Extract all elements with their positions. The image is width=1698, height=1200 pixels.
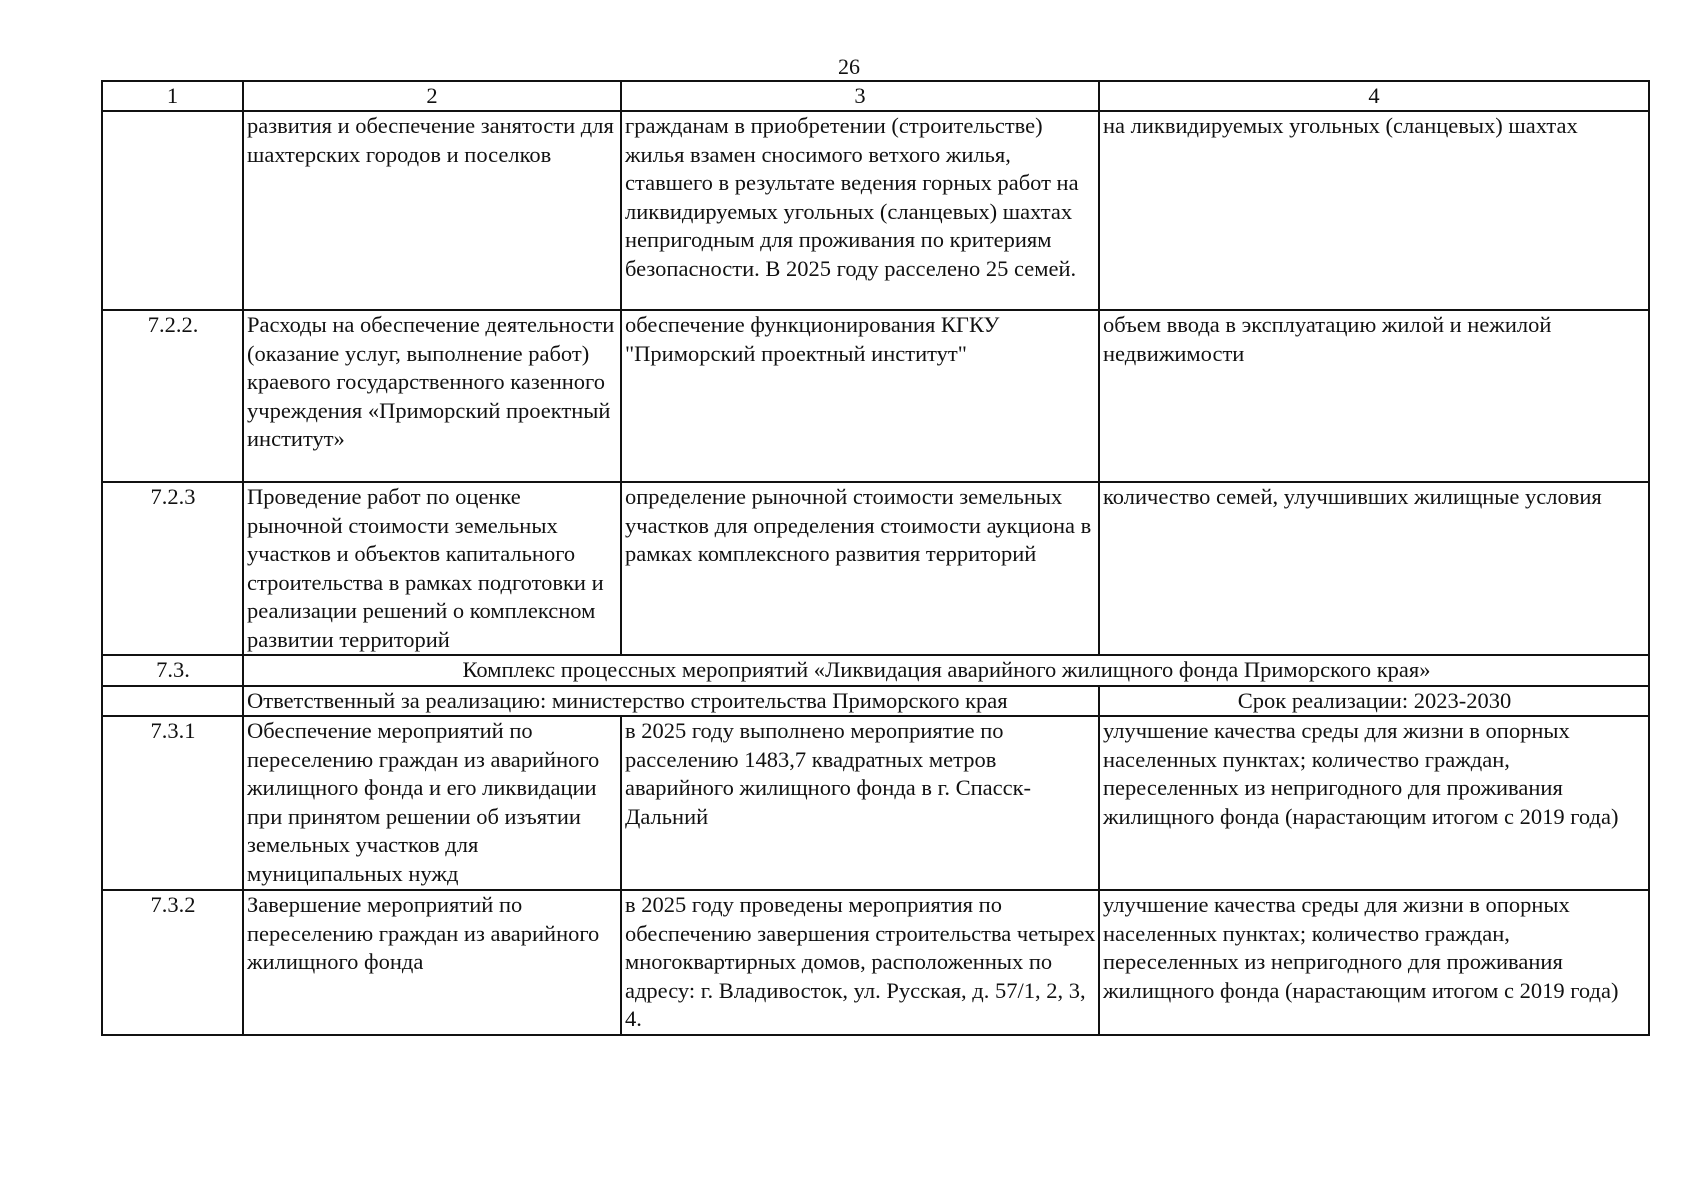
result-cell: гражданам в приобретении (строительстве) жилья взамен сносимого ветхого жилья, ставшего в результате ведения горных работ на ликвидируемых угольных (сланцевых) шахтах непригодным для проживания по критериям безопасности. В 2025 году расселено 25 семей. [621, 111, 1099, 310]
indicator-cell: на ликвидируемых угольных (сланцевых) шахтах [1099, 111, 1649, 310]
event-name-cell: Завершение мероприятий по переселению граждан из аварийного жилищного фонда [243, 890, 621, 1035]
indicator-cell: улучшение качества среды для жизни в опорных населенных пунктах; количество граждан, переселенных из непригодного для проживания жилищного фонда (нарастающим итогом с 2019 года) [1099, 890, 1649, 1035]
table-row [102, 890, 1649, 1035]
column-number-row [102, 81, 1649, 111]
row-number: 7.2.2. [102, 310, 243, 482]
result-cell: определение рыночной стоимости земельных участков для определения стоимости аукциона в рамках комплексного развития территорий [621, 482, 1099, 655]
program-table [101, 80, 1650, 1036]
indicator-cell: объем ввода в эксплуатацию жилой и нежилой недвижимости [1099, 310, 1649, 482]
section-term: Срок реализации: 2023-2030 [1099, 686, 1649, 717]
section-info-row [102, 686, 1649, 717]
page-number: 26 [838, 54, 860, 79]
section-title: Комплекс процессных мероприятий «Ликвидация аварийного жилищного фонда Приморского края» [243, 655, 1649, 686]
event-name-cell: развития и обеспечение занятости для шахтерских городов и поселков [243, 111, 621, 310]
event-name-cell: Расходы на обеспечение деятельности (оказание услуг, выполнение работ) краевого государственного казенного учреждения «Приморский проектный институт» [243, 310, 621, 482]
section-info-empty [102, 686, 243, 717]
column-header-1: 1 [102, 81, 243, 111]
row-number: 7.3.2 [102, 890, 243, 1035]
column-header-4: 4 [1099, 81, 1649, 111]
indicator-cell: количество семей, улучшивших жилищные условия [1099, 482, 1649, 655]
section-responsible: Ответственный за реализацию: министерство строительства Приморского края [243, 686, 1099, 717]
table-row [102, 310, 1649, 482]
row-number: 7.2.3 [102, 482, 243, 655]
column-header-3: 3 [621, 81, 1099, 111]
section-title-row [102, 655, 1649, 686]
row-number: 7.3.1 [102, 716, 243, 890]
result-cell: в 2025 году выполнено мероприятие по расселению 1483,7 квадратных метров аварийного жилищного фонда в г. Спасск-Дальний [621, 716, 1099, 890]
event-name-cell: Обеспечение мероприятий по переселению граждан из аварийного жилищного фонда и его ликвидации при принятом решении об изъятии земельных участков для муниципальных нужд [243, 716, 621, 890]
table-row [102, 482, 1649, 655]
column-header-2: 2 [243, 81, 621, 111]
table-row [102, 716, 1649, 890]
result-cell: обеспечение функционирования КГКУ "Приморский проектный институт" [621, 310, 1099, 482]
section-number: 7.3. [102, 655, 243, 686]
event-name-cell: Проведение работ по оценке рыночной стоимости земельных участков и объектов капитального строительства в рамках подготовки и реализации решений о комплексном развитии территорий [243, 482, 621, 655]
indicator-cell: улучшение качества среды для жизни в опорных населенных пунктах; количество граждан, переселенных из непригодного для проживания жилищного фонда (нарастающим итогом с 2019 года) [1099, 716, 1649, 890]
result-cell: в 2025 году проведены мероприятия по обеспечению завершения строительства четырех многоквартирных домов, расположенных по адресу: г. Владивосток, ул. Русская, д. 57/1, 2, 3, 4. [621, 890, 1099, 1035]
table-row [102, 111, 1649, 310]
row-number [102, 111, 243, 310]
